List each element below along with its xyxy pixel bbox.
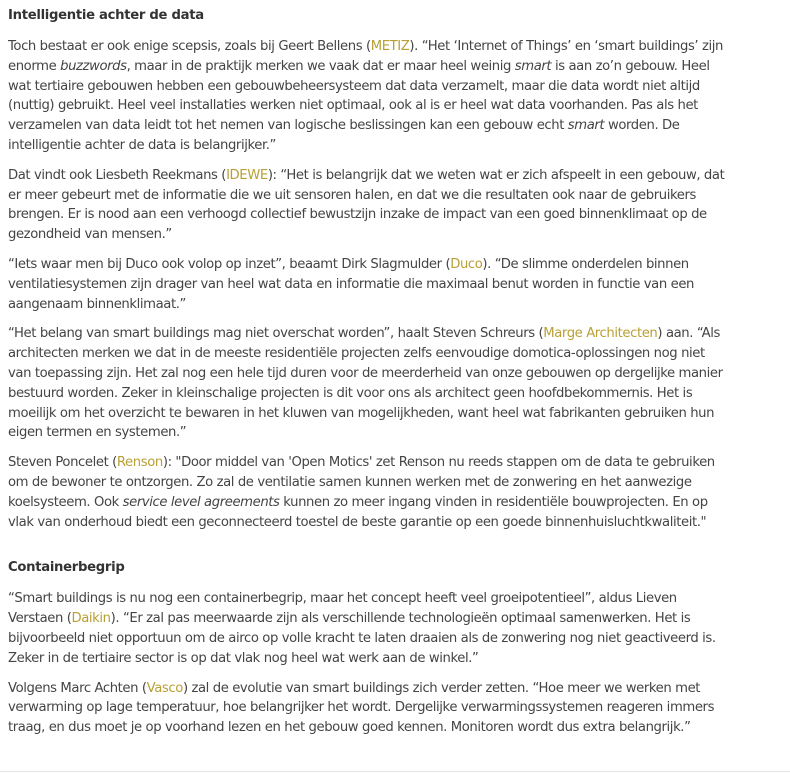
text-line <box>8 136 778 156</box>
paragraph <box>8 589 778 668</box>
emphasis-text: buzzwords <box>60 58 127 74</box>
text-run: ): "Door middel van 'Open Motics' zet Renson nu reeds stappen om de data te gebruiken <box>162 455 715 471</box>
text-line <box>8 295 778 315</box>
text-line <box>8 275 778 295</box>
section-heading-intelligentie-achter-de-data: Intelligentie achter de data <box>8 8 204 23</box>
text-line <box>8 57 778 77</box>
text-run: Verstaen ( <box>8 611 72 627</box>
text-line <box>8 404 778 424</box>
text-run: wat tertiaire gebouwen hebben een gebouwbeheersysteem dat data verzamelt, maar die data wordt niet altijd <box>8 78 700 94</box>
emphasis-text: smart <box>567 118 605 134</box>
paragraph <box>8 679 778 738</box>
text-run: Zeker in de tertiaire sector is op dat vlak nog heel wat werk aan de winkel.” <box>8 650 479 666</box>
text-run: koelsysteem. Ook <box>8 494 123 510</box>
text-line <box>8 493 778 513</box>
text-run: enorme <box>8 58 61 74</box>
emphasis-text: service level agreements <box>122 494 280 510</box>
text-run: Toch bestaat er ook enige scepsis, zoals bij Geert Bellens ( <box>8 39 371 54</box>
text-run: worden. De <box>604 118 680 134</box>
text-run: ) zal de evolutie van smart buildings zich verder zetten. “Hoe meer we werken met <box>182 680 701 696</box>
text-run: traag, en dus moet je op voorhand lezen en het gebouw goed kennen. Monitoren wordt dus extra belangrijk.” <box>8 720 691 736</box>
text-run: bestuurd worden. Zeker in kleinschalige projecten is dit voor ons als architect geen hoofdbekommernis. Het is <box>8 385 693 401</box>
text-run: Steven Poncelet ( <box>8 455 117 471</box>
text-run: Dat vindt ook Liesbeth Reekmans ( <box>8 167 227 183</box>
text-run: eigen termen en systemen.” <box>8 425 187 441</box>
emphasis-text: smart <box>514 58 552 74</box>
paragraph <box>8 324 778 443</box>
text-line <box>8 589 778 609</box>
text-line <box>8 384 778 404</box>
text-run: ): “Het is belangrijk dat we weten wat er zich afspeelt in een gebouw, dat <box>267 167 725 183</box>
text-run: Volgens Marc Achten ( <box>8 680 147 696</box>
text-run: om de bewoner te ontzorgen. Zo zal de ventilatie samen kunnen werken met de zonwering en het aanwezige <box>8 474 692 490</box>
section-heading-containerbegrip: Containerbegrip <box>8 560 125 576</box>
text-line <box>8 225 778 245</box>
text-line <box>8 698 778 718</box>
text-run: aangenaam binnenklimaat.” <box>8 296 186 312</box>
company-link-metiz[interactable]: METIZ <box>370 39 410 54</box>
text-run: ). “Het ‘Internet of Things’ en ‘smart buildings’ zijn <box>409 39 724 54</box>
text-run: intelligentie achter de data is belangrijker.” <box>8 137 276 153</box>
paragraph <box>8 37 778 156</box>
text-run: van toepassing zijn. Het zal nog een hele tijd duren voor de meerderheid van onze gebouwen op dergelijke manier <box>8 365 723 381</box>
text-run: , maar in de praktijk merken we vaak dat er maar heel weinig <box>126 58 515 74</box>
text-run: kunnen zo meer ingang vinden in residentiële bouwprojecten. En op <box>279 494 708 510</box>
text-run: is aan zo’n gebouw. Heel <box>551 58 710 74</box>
text-line <box>8 364 778 384</box>
text-line <box>8 205 778 225</box>
text-line <box>8 679 778 699</box>
paragraph <box>8 453 778 532</box>
company-link-daikin[interactable]: Daikin <box>71 611 111 627</box>
text-run: verzamelen van data leidt tot het nemen van logische beslissingen kan een gebouw echt <box>8 118 568 134</box>
text-line <box>8 255 778 275</box>
text-run: vlak van onderhoud biedt een geconnecteerd toestel de beste garantie op een goede binnenhuisluchtkwaliteit." <box>8 514 707 530</box>
paragraph <box>8 255 778 314</box>
text-line <box>8 116 778 136</box>
text-run: ) aan. “Als <box>657 326 720 342</box>
text-line <box>8 629 778 649</box>
text-line <box>8 649 778 669</box>
text-line <box>8 423 778 443</box>
text-line <box>8 453 778 473</box>
text-line <box>8 344 778 364</box>
text-run: verwarming op lage temperatuur, hoe belangrijker het wordt. Dergelijke verwarmingssystemen reageren immers <box>8 700 715 716</box>
company-link-idewe[interactable]: IDEWE <box>226 167 268 183</box>
text-run: ). “Er zal pas meerwaarde zijn als verschillende technologieën optimaal samenwerken. Het is <box>110 611 691 627</box>
bottom-divider <box>0 771 790 772</box>
text-line <box>8 96 778 116</box>
text-line <box>8 718 778 738</box>
text-run: gezondheid van mensen.” <box>8 227 172 243</box>
text-line <box>8 166 778 186</box>
text-run: er meer gebeurt met de informatie die we uit sensoren halen, en dat we die resultaten ook naar de gebruikers <box>8 187 696 203</box>
text-line <box>8 609 778 629</box>
text-line <box>8 473 778 493</box>
text-run: “Het belang van smart buildings mag niet overschat worden”, haalt Steven Schreurs ( <box>8 326 544 342</box>
text-run: ventilatiesystemen zijn drager van heel wat data en informatie die maximaal benut worden in functie van een <box>8 276 694 292</box>
text-line <box>8 324 778 344</box>
text-run: moeilijk om het overzicht te bewaren in het kluwen van mogelijkheden, want heel wat fabrikanten gebruiken hun <box>8 405 715 421</box>
text-run: architecten merken we dat in de meeste residentiële projecten zelfs eenvoudige domotica-oplossingen nog niet <box>8 346 705 362</box>
company-link-vasco[interactable]: Vasco <box>146 680 183 696</box>
text-line <box>8 513 778 533</box>
text-run: ). “De slimme onderdelen binnen <box>482 256 689 272</box>
section-spacer <box>8 542 790 558</box>
text-run: (nuttig) gebruikt. Heel veel installaties werken niet optimaal, ook al is er heel wat data voorhanden. Pas als het <box>8 98 698 114</box>
paragraph <box>8 166 778 245</box>
text-run: bijvoorbeeld niet opportuun om de airco op volle kracht te laten draaien als de zonwering nog niet geactiveerd is. <box>8 630 716 646</box>
text-run: “Smart buildings is nu nog een containerbegrip, maar het concept heeft veel groeipotentieel”, aldus Lieven <box>8 591 677 607</box>
text-line <box>8 186 778 206</box>
company-link-duco[interactable]: Duco <box>450 256 483 272</box>
text-run: brengen. Er is nood aan een verhoogd collectief bewustzijn inzake de impact van een goed binnenklimaat op de <box>8 207 707 223</box>
text-line <box>8 77 778 97</box>
text-run: “Iets waar men bij Duco ook volop op inzet”, beaamt Dirk Slagmulder ( <box>8 256 451 272</box>
text-line <box>8 37 778 57</box>
company-link-renson[interactable]: Renson <box>116 455 163 471</box>
company-link-marge-architecten[interactable]: Marge Architecten <box>543 326 658 342</box>
